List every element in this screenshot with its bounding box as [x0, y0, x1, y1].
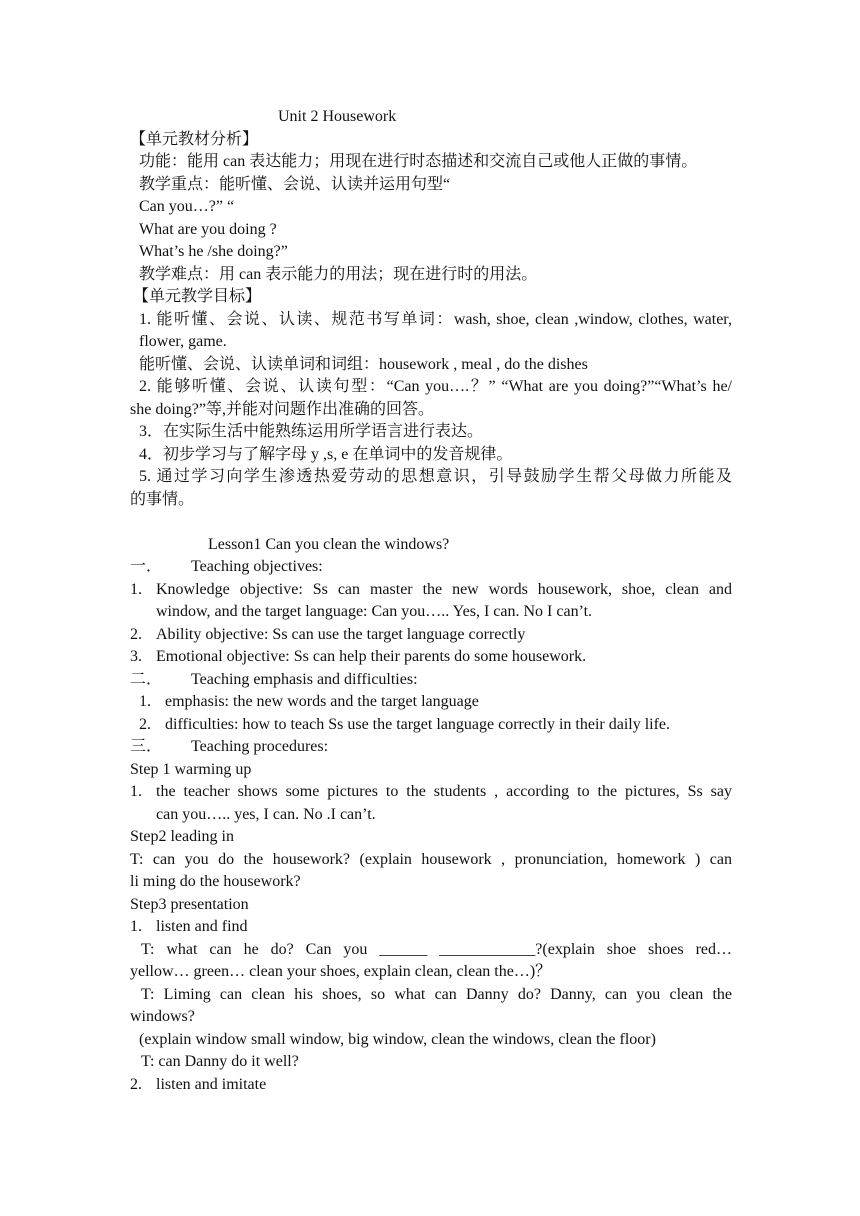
step-1-item-line-1: the teacher shows some pictures to the students , according to the pictures, Ss say: [156, 783, 732, 800]
objective-3-number: 3.: [130, 648, 142, 665]
emphasis-1-text: emphasis: the new words and the target language: [165, 693, 479, 710]
explain-window-line: (explain window small window, big window, clean the windows, clean the floor): [139, 1030, 656, 1048]
section-1-title: Teaching objectives:: [191, 558, 323, 575]
presentation-2-number: 2.: [130, 1075, 142, 1093]
section-3-number: 三．: [130, 738, 163, 755]
objective-1-number: 1.: [130, 580, 142, 598]
difficulties-text: 教学难点：用 can 表示能力的用法；现在进行时的用法。: [139, 265, 538, 283]
goal-2-line-1: 2. 能够听懂、会说、认读句型：“Can you….？” “What are you doing?”“What’s he/: [139, 378, 732, 395]
objective-3-text: Emotional objective: Ss can help their parents do some housework.: [156, 648, 587, 665]
emphasis-1-number: 1.: [139, 693, 151, 710]
objective-2-number: 2.: [130, 625, 142, 643]
goal-4: 4．初步学习与了解字母 y ,s, e 在单词中的发音规律。: [139, 445, 513, 463]
presentation-item-1: [130, 916, 732, 939]
goal-1-line-3: 能听懂、会说、认读单词和词组：housework , meal , do the dishes: [139, 355, 588, 373]
section-2-title: Teaching emphasis and difficulties:: [191, 670, 418, 688]
emphasis-2-number: 2.: [139, 715, 151, 733]
objective-item-3: [130, 646, 732, 669]
section-3-title: Teaching procedures:: [191, 738, 329, 755]
dialogue-1-line-2: yellow… green… clean your shoes, explain clean, clean the…)？: [130, 963, 552, 980]
goal-3: 3．在实际生活中能熟练运用所学语言进行表达。: [139, 423, 484, 440]
dialogue-3-line: T: can Danny do it well?: [141, 1053, 299, 1070]
unit-analysis-heading: 【单元教材分析】: [130, 130, 259, 148]
section-2-heading: [130, 669, 732, 692]
presentation-1-text: listen and find: [156, 918, 248, 935]
goal-2-line-2: she doing?”等,并能对问题作出准确的回答。: [130, 400, 434, 418]
function-text: 功能：能用 can 表达能力；用现在进行时态描述和交流自己或他人正做的事情。: [139, 153, 698, 170]
presentation-2-text: listen and imitate: [156, 1075, 267, 1093]
objective-2-text: Ability objective: Ss can use the target language correctly: [156, 625, 526, 643]
section-1-heading: [130, 556, 732, 579]
goal-1-line-1: 1. 能听懂、会说、认读、规范书写单词：wash, shoe, clean ,window, clothes, water,: [139, 310, 732, 328]
pattern-line-2: What are you doing ?: [139, 220, 277, 238]
step-2-line-2: li ming do the housework?: [130, 873, 301, 890]
objective-item-1: [130, 579, 732, 624]
step-1-item-number: 1.: [130, 783, 142, 800]
blank-line: [130, 511, 732, 534]
section-3-heading: [130, 736, 732, 759]
step-3-heading: Step3 presentation: [130, 895, 249, 913]
step-1-item-line-2: can you….. yes, I can. No .I can’t.: [156, 805, 376, 823]
lesson-title: Lesson1 Can you clean the windows?: [208, 535, 450, 553]
pattern-line-1: Can you…?” “: [139, 198, 235, 215]
unit-goals-heading: 【单元教学目标】: [133, 288, 262, 305]
key-points-text: 教学重点：能听懂、会说、认读并运用句型“: [139, 175, 451, 193]
step-2-heading: Step2 leading in: [130, 828, 234, 845]
goal-1-line-2: flower, game.: [139, 333, 227, 350]
step-2-line-1: T: can you do the housework? (explain housework , pronunciation, homework ) can: [130, 850, 732, 868]
goal-5-line-2: 的事情。: [130, 490, 195, 508]
emphasis-2-text: difficulties: how to teach Ss use the target language correctly in their daily life.: [165, 715, 671, 733]
section-2-number: 二．: [130, 670, 163, 688]
dialogue-1-line-1: T: what can he do? Can you ______ ____________?(explain shoe shoes red…: [141, 940, 732, 958]
objective-1-line-2: window, and the target language: Can you….. Yes, I can. No I can’t.: [156, 603, 593, 620]
section-1-number: 一．: [130, 558, 163, 575]
document-body: [130, 106, 732, 1096]
emphasis-item-1: [130, 691, 732, 714]
pattern-line-3: What’s he /she doing?”: [139, 243, 288, 260]
step-1-item: [130, 781, 732, 826]
goal-5-line-1: 5. 通过学习向学生渗透热爱劳动的思想意识，引导鼓励学生帮父母做力所能及: [139, 468, 732, 485]
dialogue-2-line-2: windows?: [130, 1008, 195, 1025]
objective-item-2: [130, 624, 732, 647]
dialogue-2-line-1: T: Liming can clean his shoes, so what can Danny do? Danny, can you clean the: [141, 985, 732, 1003]
presentation-1-number: 1.: [130, 918, 142, 935]
objective-1-line-1: Knowledge objective: Ss can master the new words housework, shoe, clean and: [156, 580, 732, 598]
presentation-item-2: [130, 1074, 732, 1097]
emphasis-item-2: [130, 714, 732, 737]
step-1-heading: Step 1 warming up: [130, 760, 252, 778]
unit-title: Unit 2 Housework: [278, 108, 397, 125]
